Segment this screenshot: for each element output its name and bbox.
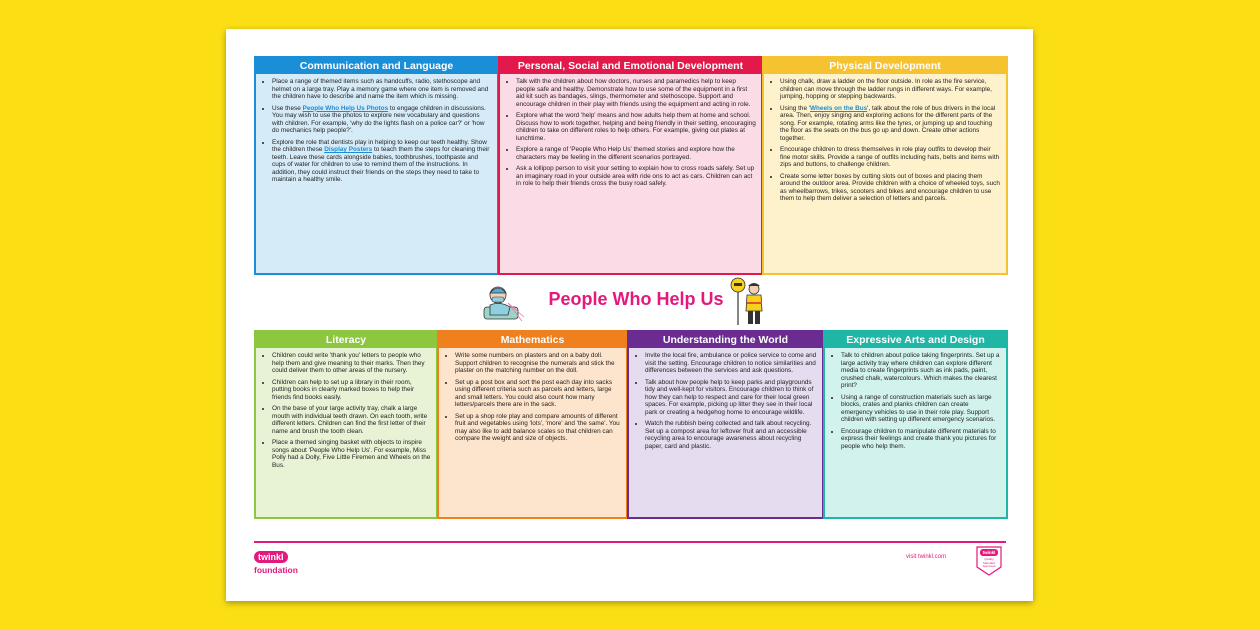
activity-item — [780, 146, 1001, 169]
activity-item — [272, 405, 431, 435]
logo-top-text: twinkl — [254, 551, 288, 563]
panel-physical-development — [762, 56, 1008, 275]
quality-badge — [974, 545, 1004, 577]
dentist-illustration — [482, 281, 526, 323]
activity-list — [629, 348, 822, 450]
activity-text: Children could write 'thank you' letters to people who help them and give meaning to their marks. Then they could deliver them to other areas of the nursery. — [272, 352, 425, 374]
activity-text: to engage children in discussions. You may wish to use the photos to explore new vocabulary and questions with children. For example, 'why do the lights flash on a police car?' or 'how do mechanics help people?'. — [272, 104, 486, 134]
logo-bottom-text: foundation — [254, 565, 298, 575]
activity-text: ', talk about the role of bus drivers in the local area. Then, enjoy singing and exploring actions for the different parts of the song. For example, rotating arms like the tyres, or jumping up and touching the floor as the seats on the bus go up and down. Create other actions together. — [780, 104, 996, 142]
panel-title: Mathematics — [439, 332, 626, 348]
activity-text: Write some numbers on plasters and on a baby doll. Support children to recognise the numerals and stick the plaster on the matching number on the doll. — [455, 352, 615, 374]
activity-list — [256, 74, 497, 184]
activity-item — [272, 78, 492, 101]
activity-item — [272, 439, 431, 469]
resource-link[interactable]: Display Posters — [324, 146, 373, 153]
activity-sheet — [226, 29, 1033, 601]
panel-title: Physical Development — [764, 58, 1006, 74]
activity-item — [272, 352, 431, 375]
activity-text: Encourage children to manipulate different materials to express their feelings and create thank you pictures for people who help them. — [841, 427, 997, 450]
activity-text: Watch the rubbish being collected and talk about recycling. Set up a compost area for leftover fruit and an accessible recycling area to encourage awareness about recycling paper, card and plastic. — [645, 420, 812, 450]
badge-caption: Quality Standard Approved — [982, 557, 996, 568]
activity-text: Using the ' — [780, 104, 810, 112]
activity-text: Talk with the children about how doctors, nurses and paramedics help to keep people safe and healthy. Demonstrate how to use some of the equipment in a first aid kit such as bandages, slings, thermometer and stethoscope. Support and encourage children in their play with friends using the equipment and acting in role. — [516, 78, 751, 108]
panel-communication-and-language — [254, 56, 499, 275]
activity-list — [256, 348, 436, 469]
resource-link[interactable]: People Who Help Us Photos — [302, 104, 389, 112]
lollipop-person-illustration — [730, 277, 770, 327]
activity-text: Talk about how people help to keep parks and playgrounds tidy and well-kept for visitors. Encourage children to think of how they can help to respect and care for their local green spaces. For example, picking up litter they see in their local park or creating a hedgehog home to encourage wildlife. — [645, 378, 814, 416]
activity-item — [272, 139, 492, 184]
activity-text: Set up a post box and sort the post each day into sacks using different criteria such as parcels and letters, large and small letters. You could also count how many letters/parcels there are in the sack. — [455, 378, 613, 408]
activity-item — [780, 105, 1001, 143]
resource-link[interactable]: Wheels on the Bus — [810, 104, 868, 112]
panel-title: Personal, Social and Emotional Development — [500, 58, 761, 74]
panel-understanding-the-world — [627, 330, 824, 519]
activity-text: Explore a range of 'People Who Help Us' themed stories and explore how the characters may be feeling in the different scenarios portrayed. — [516, 146, 735, 161]
panel-literacy — [254, 330, 438, 519]
panel-title: Expressive Arts and Design — [825, 332, 1006, 348]
twinkl-foundation-logo[interactable] — [254, 547, 300, 577]
panel-title: Literacy — [256, 332, 436, 348]
visit-link[interactable]: visit twinkl.com — [906, 554, 947, 560]
panel-personal-social-emotional — [498, 56, 763, 275]
activity-list — [764, 74, 1006, 203]
activity-text: Place a range of themed items such as handcuffs, radio, stethoscope and helmet on a large tray. Play a memory game where one item is removed and the children have to describe and name the item which is missing. — [272, 78, 489, 100]
activity-text: On the base of your large activity tray, chalk a large mouth with individual teeth drawn. On each tooth, write different letters. Children can find the first letter of their name and brush the tooth clean. — [272, 405, 428, 435]
activity-item — [516, 78, 756, 108]
activity-item — [780, 78, 1001, 101]
activity-text: Using a range of construction materials such as large blocks, crates and planks children can create emergency vehicles to use in their role play. Support children with setting up different emergency scenarios. — [841, 393, 996, 423]
panel-title: Understanding the World — [629, 332, 822, 348]
activity-item — [455, 413, 621, 443]
panel-mathematics — [437, 330, 628, 519]
activity-item — [516, 146, 756, 161]
activity-item — [455, 379, 621, 409]
activity-text: to teach them the steps for cleaning their teeth. Leave these cards alongside babies, toothbrushes, toothpaste and cups of water for children to use to remind them of the instructions. In addition, they could instruct their friends on the steps they need to take to maintain a healthy smile. — [272, 146, 490, 183]
activity-text: Children can help to set up a library in their room, putting books in clearly marked boxes to help their friends find books easily. — [272, 378, 415, 401]
activity-item — [780, 173, 1001, 203]
activity-text: Explore what the word 'help' means and how adults help them at home and school. Discuss how to work together, helping and being friendly in their setting, encouraging children to take on different roles to help others. For example, giving out plates at lunchtime. — [516, 112, 756, 142]
activity-text: Use these — [272, 104, 303, 112]
activity-item — [272, 105, 492, 135]
activity-item — [645, 352, 817, 375]
activity-text: Invite the local fire, ambulance or police service to come and visit the setting. Encourage children to notice similarities and differences between the services and ask questions. — [645, 352, 817, 374]
activity-text: Place a themed singing basket with objects to inspire songs about 'People Who Help Us'. For example, Miss Polly had a Dolly, Five Little Firemen and Wheels on the Bus. — [272, 439, 431, 469]
page-title: People Who Help Us — [548, 289, 724, 309]
activity-item — [645, 379, 817, 417]
footer-divider — [254, 541, 1006, 543]
panel-expressive-arts-and-design — [823, 330, 1008, 519]
activity-text: Encourage children to dress themselves in role play outfits to develop their fine motor skills. Provide a range of outfits including hats, belts and items with zips and buttons, to challenge children. — [780, 146, 1000, 168]
activity-item — [272, 379, 431, 402]
activity-text: Explore the role that dentists play in helping to keep our teeth healthy. Show the children these — [272, 138, 487, 153]
activity-item — [516, 112, 756, 142]
activity-text: Ask a lollipop person to visit your setting to explain how to cross roads safely. Set up an imaginary road in your outside area with ride ons to act as cars. Children can act in role to help their friends cross the busy road safely. — [516, 165, 755, 187]
activity-text: Talk to children about police taking fingerprints. Set up a large activity tray where children can explore different media to create fingerprints such as ink pads, paint, crushed chalk, watercolours. Which makes the clearest print? — [841, 352, 1000, 389]
activity-list — [825, 348, 1006, 450]
activity-item — [516, 165, 756, 188]
activity-item — [841, 428, 1001, 451]
activity-item — [841, 394, 1001, 424]
activity-list — [439, 348, 626, 443]
activity-item — [455, 352, 621, 375]
activity-text: Using chalk, draw a ladder on the floor outside. In role as the fire service, children can move through the ladder rungs in different ways. For example, jumping, hopping or stepping backwards. — [780, 78, 992, 100]
activity-text: Set up a shop role play and compare amounts of different fruit and vegetables using 'lots', 'more' and 'the same'. You may also like to add balance scales so that children can compare the weight and size of objects. — [455, 412, 620, 442]
activity-text: Create some letter boxes by cutting slots out of boxes and placing them around the outdoor area. Provide children with a choice of wheeled toys, such as wheelbarrows, trikes, scooters and bikes and encourage children to use them to help them deliver a selection of letters and parcels. — [780, 172, 1000, 202]
badge-top-text: twinkl — [982, 550, 996, 555]
panel-title: Communication and Language — [256, 58, 497, 74]
activity-item — [841, 352, 1001, 390]
activity-item — [645, 420, 817, 450]
activity-list — [500, 74, 761, 188]
